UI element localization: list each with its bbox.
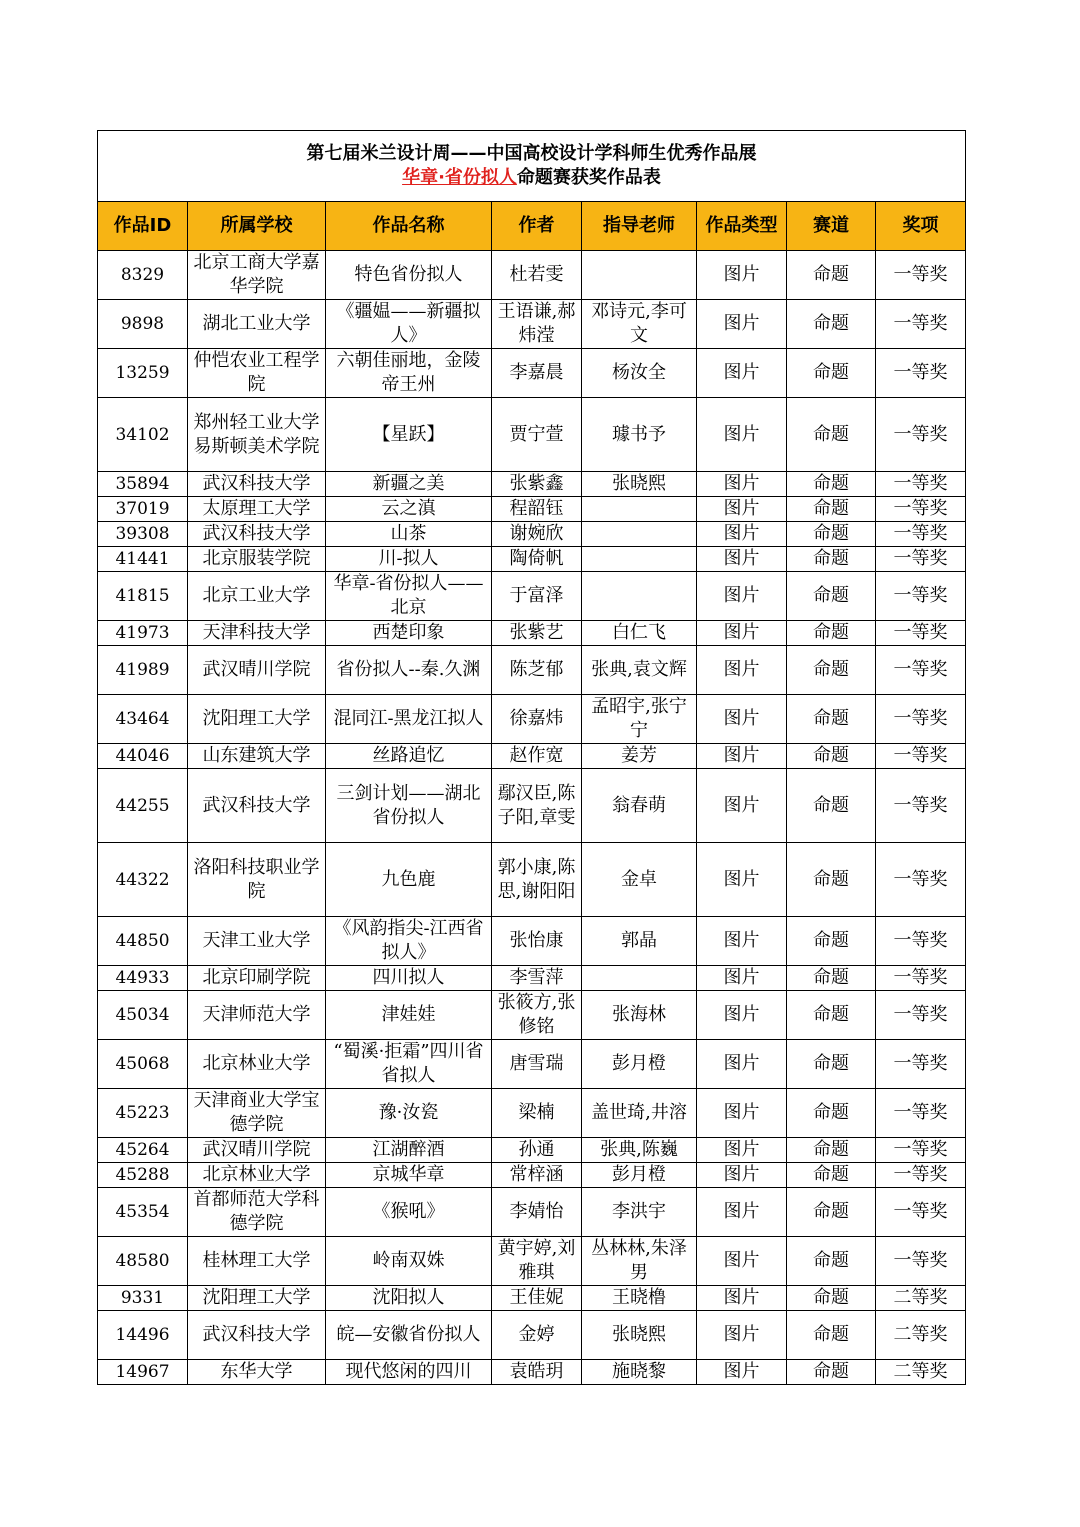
cell-school: 武汉科技大学 [188, 522, 326, 547]
header-advisor: 指导老师 [582, 202, 697, 251]
cell-work-name: 沈阳拟人 [326, 1286, 492, 1311]
table-row [98, 646, 966, 695]
cell-track: 命题 [787, 572, 876, 621]
cell-author: 王语谦,郝炜滢 [492, 300, 582, 349]
cell-advisor: 张晓熙 [582, 472, 697, 497]
table-row [98, 1188, 966, 1237]
cell-award: 一等奖 [876, 1188, 966, 1237]
cell-author: 赵作宽 [492, 744, 582, 769]
cell-award: 一等奖 [876, 621, 966, 646]
cell-author: 王佳妮 [492, 1286, 582, 1311]
cell-work-name: 云之滇 [326, 497, 492, 522]
cell-advisor [582, 966, 697, 991]
cell-award: 一等奖 [876, 966, 966, 991]
cell-school: 天津科技大学 [188, 621, 326, 646]
cell-author: 陈芝郁 [492, 646, 582, 695]
table-row [98, 1040, 966, 1089]
cell-advisor: 张典,袁文辉 [582, 646, 697, 695]
cell-work-type: 图片 [697, 1138, 787, 1163]
cell-work-type: 图片 [697, 572, 787, 621]
cell-school: 北京林业大学 [188, 1040, 326, 1089]
cell-id: 41441 [98, 547, 188, 572]
cell-advisor: 张典,陈巍 [582, 1138, 697, 1163]
cell-advisor: 施晓黎 [582, 1360, 697, 1385]
cell-id: 45223 [98, 1089, 188, 1138]
cell-work-type: 图片 [697, 349, 787, 398]
cell-school: 天津商业大学宝德学院 [188, 1089, 326, 1138]
cell-advisor: 翁春萌 [582, 769, 697, 843]
cell-id: 45288 [98, 1163, 188, 1188]
cell-work-type: 图片 [697, 251, 787, 300]
cell-work-type: 图片 [697, 695, 787, 744]
cell-track: 命题 [787, 991, 876, 1040]
cell-track: 命题 [787, 1138, 876, 1163]
cell-work-name: 京城华章 [326, 1163, 492, 1188]
cell-award: 一等奖 [876, 843, 966, 917]
cell-work-name: 【星跃】 [326, 398, 492, 472]
table-row [98, 769, 966, 843]
cell-author: 谢婉欣 [492, 522, 582, 547]
table-row [98, 1360, 966, 1385]
cell-advisor: 丛林林,朱泽男 [582, 1237, 697, 1286]
cell-work-name: 现代悠闲的四川 [326, 1360, 492, 1385]
cell-work-name: 三剑计划——湖北省份拟人 [326, 769, 492, 843]
cell-advisor [582, 522, 697, 547]
cell-school: 北京服装学院 [188, 547, 326, 572]
cell-work-name: 特色省份拟人 [326, 251, 492, 300]
cell-track: 命题 [787, 1040, 876, 1089]
cell-author: 贾宁萱 [492, 398, 582, 472]
cell-id: 44933 [98, 966, 188, 991]
cell-author: 孙通 [492, 1138, 582, 1163]
cell-award: 一等奖 [876, 497, 966, 522]
cell-school: 北京印刷学院 [188, 966, 326, 991]
cell-school: 湖北工业大学 [188, 300, 326, 349]
table-row [98, 349, 966, 398]
cell-award: 一等奖 [876, 398, 966, 472]
table-row [98, 472, 966, 497]
cell-advisor: 张海林 [582, 991, 697, 1040]
cell-work-name: 省份拟人--秦.久渊 [326, 646, 492, 695]
cell-award: 一等奖 [876, 991, 966, 1040]
cell-work-name: 新疆之美 [326, 472, 492, 497]
table-row [98, 1286, 966, 1311]
cell-work-name: 四川拟人 [326, 966, 492, 991]
cell-work-name: 岭南双姝 [326, 1237, 492, 1286]
cell-work-type: 图片 [697, 769, 787, 843]
cell-award: 一等奖 [876, 769, 966, 843]
cell-work-type: 图片 [697, 646, 787, 695]
cell-work-type: 图片 [697, 1311, 787, 1360]
table-row [98, 1311, 966, 1360]
cell-author: 唐雪瑞 [492, 1040, 582, 1089]
cell-work-name: 山茶 [326, 522, 492, 547]
cell-award: 二等奖 [876, 1311, 966, 1360]
cell-advisor [582, 547, 697, 572]
cell-track: 命题 [787, 966, 876, 991]
cell-id: 9898 [98, 300, 188, 349]
cell-award: 二等奖 [876, 1360, 966, 1385]
cell-school: 北京工业大学 [188, 572, 326, 621]
table-title [98, 131, 966, 202]
cell-track: 命题 [787, 497, 876, 522]
cell-award: 一等奖 [876, 547, 966, 572]
cell-id: 45264 [98, 1138, 188, 1163]
table-row [98, 300, 966, 349]
cell-advisor: 张晓熙 [582, 1311, 697, 1360]
cell-advisor: 邓诗元,李可文 [582, 300, 697, 349]
cell-work-name: 川-拟人 [326, 547, 492, 572]
cell-id: 41989 [98, 646, 188, 695]
cell-advisor [582, 497, 697, 522]
cell-work-type: 图片 [697, 1237, 787, 1286]
cell-award: 一等奖 [876, 744, 966, 769]
cell-award: 一等奖 [876, 1163, 966, 1188]
cell-advisor: 姜芳 [582, 744, 697, 769]
cell-author: 张怡康 [492, 917, 582, 966]
cell-school: 武汉晴川学院 [188, 1138, 326, 1163]
cell-award: 一等奖 [876, 695, 966, 744]
header-school: 所属学校 [188, 202, 326, 251]
cell-school: 东华大学 [188, 1360, 326, 1385]
cell-author: 张紫鑫 [492, 472, 582, 497]
cell-award: 一等奖 [876, 300, 966, 349]
cell-track: 命题 [787, 522, 876, 547]
table-row [98, 917, 966, 966]
cell-work-name: 《疆媪——新疆拟人》 [326, 300, 492, 349]
cell-track: 命题 [787, 843, 876, 917]
table-row [98, 251, 966, 300]
cell-id: 44255 [98, 769, 188, 843]
cell-work-type: 图片 [697, 547, 787, 572]
cell-id: 14967 [98, 1360, 188, 1385]
cell-work-type: 图片 [697, 1360, 787, 1385]
cell-work-name: 六朝佳丽地，金陵帝王州 [326, 349, 492, 398]
cell-author: 于富泽 [492, 572, 582, 621]
header-author: 作者 [492, 202, 582, 251]
cell-work-name: 九色鹿 [326, 843, 492, 917]
cell-school: 武汉科技大学 [188, 1311, 326, 1360]
table-row [98, 572, 966, 621]
cell-author: 袁皓玥 [492, 1360, 582, 1385]
header-track: 赛道 [787, 202, 876, 251]
cell-award: 一等奖 [876, 1089, 966, 1138]
cell-work-name: 豫·汝瓷 [326, 1089, 492, 1138]
cell-work-name: 丝路追忆 [326, 744, 492, 769]
table-row [98, 398, 966, 472]
cell-work-name: 江湖醉酒 [326, 1138, 492, 1163]
cell-school: 洛阳科技职业学院 [188, 843, 326, 917]
cell-award: 一等奖 [876, 646, 966, 695]
table-row [98, 1163, 966, 1188]
cell-track: 命题 [787, 744, 876, 769]
cell-advisor: 彭月橙 [582, 1040, 697, 1089]
cell-id: 41815 [98, 572, 188, 621]
cell-author: 李雪萍 [492, 966, 582, 991]
cell-award: 一等奖 [876, 917, 966, 966]
cell-track: 命题 [787, 621, 876, 646]
cell-work-name: 华章-省份拟人——北京 [326, 572, 492, 621]
cell-school: 北京林业大学 [188, 1163, 326, 1188]
cell-id: 13259 [98, 349, 188, 398]
title-suffix: 命题赛获奖作品表 [516, 167, 661, 188]
cell-work-name: “蜀溪·拒霜”四川省省拟人 [326, 1040, 492, 1089]
cell-school: 天津师范大学 [188, 991, 326, 1040]
cell-id: 45034 [98, 991, 188, 1040]
cell-school: 仲恺农业工程学院 [188, 349, 326, 398]
cell-school: 沈阳理工大学 [188, 1286, 326, 1311]
cell-school: 首都师范大学科德学院 [188, 1188, 326, 1237]
cell-work-type: 图片 [697, 991, 787, 1040]
cell-advisor: 王晓橹 [582, 1286, 697, 1311]
cell-author: 常梓涵 [492, 1163, 582, 1188]
cell-work-type: 图片 [697, 522, 787, 547]
cell-school: 太原理工大学 [188, 497, 326, 522]
cell-id: 44322 [98, 843, 188, 917]
cell-track: 命题 [787, 251, 876, 300]
cell-track: 命题 [787, 1286, 876, 1311]
header-work-type: 作品类型 [697, 202, 787, 251]
table-row [98, 744, 966, 769]
cell-advisor: 金卓 [582, 843, 697, 917]
cell-advisor: 杨汝全 [582, 349, 697, 398]
cell-school: 天津工业大学 [188, 917, 326, 966]
cell-work-type: 图片 [697, 300, 787, 349]
cell-id: 45354 [98, 1188, 188, 1237]
cell-track: 命题 [787, 1311, 876, 1360]
table-row [98, 843, 966, 917]
cell-id: 37019 [98, 497, 188, 522]
cell-advisor: 盖世琦,井溶 [582, 1089, 697, 1138]
cell-author: 杜若雯 [492, 251, 582, 300]
cell-id: 34102 [98, 398, 188, 472]
cell-author: 陶倚帆 [492, 547, 582, 572]
table-row [98, 1089, 966, 1138]
cell-author: 程韶钰 [492, 497, 582, 522]
cell-school: 桂林理工大学 [188, 1237, 326, 1286]
cell-work-type: 图片 [697, 1163, 787, 1188]
table-row [98, 497, 966, 522]
cell-author: 金婷 [492, 1311, 582, 1360]
cell-school: 郑州轻工业大学易斯顿美术学院 [188, 398, 326, 472]
cell-id: 8329 [98, 251, 188, 300]
cell-author: 徐嘉炜 [492, 695, 582, 744]
cell-author: 张紫艺 [492, 621, 582, 646]
cell-id: 43464 [98, 695, 188, 744]
table-row [98, 621, 966, 646]
cell-work-type: 图片 [697, 497, 787, 522]
cell-advisor: 彭月橙 [582, 1163, 697, 1188]
cell-work-type: 图片 [697, 472, 787, 497]
cell-id: 39308 [98, 522, 188, 547]
cell-author: 李婧怡 [492, 1188, 582, 1237]
table-row [98, 522, 966, 547]
cell-track: 命题 [787, 1163, 876, 1188]
table-row [98, 966, 966, 991]
cell-id: 44850 [98, 917, 188, 966]
cell-track: 命题 [787, 1089, 876, 1138]
cell-id: 35894 [98, 472, 188, 497]
cell-track: 命题 [787, 349, 876, 398]
cell-school: 武汉科技大学 [188, 472, 326, 497]
cell-track: 命题 [787, 300, 876, 349]
cell-author: 张筱方,张修铭 [492, 991, 582, 1040]
cell-work-type: 图片 [697, 1089, 787, 1138]
table-row [98, 1138, 966, 1163]
cell-work-type: 图片 [697, 1040, 787, 1089]
cell-advisor: 璩书予 [582, 398, 697, 472]
cell-id: 14496 [98, 1311, 188, 1360]
cell-work-type: 图片 [697, 621, 787, 646]
cell-award: 二等奖 [876, 1286, 966, 1311]
cell-work-name: 混同江-黑龙江拟人 [326, 695, 492, 744]
table-row [98, 991, 966, 1040]
cell-work-name: 西楚印象 [326, 621, 492, 646]
cell-id: 9331 [98, 1286, 188, 1311]
cell-track: 命题 [787, 1237, 876, 1286]
header-id: 作品ID [98, 202, 188, 251]
cell-work-type: 图片 [697, 1286, 787, 1311]
cell-work-name: 皖—安徽省份拟人 [326, 1311, 492, 1360]
cell-award: 一等奖 [876, 522, 966, 547]
cell-award: 一等奖 [876, 349, 966, 398]
cell-award: 一等奖 [876, 1138, 966, 1163]
table-row [98, 1237, 966, 1286]
cell-advisor: 郭晶 [582, 917, 697, 966]
cell-track: 命题 [787, 547, 876, 572]
cell-track: 命题 [787, 398, 876, 472]
title-line-1: 第七届米兰设计周——中国高校设计学科师生优秀作品展 [306, 143, 757, 164]
title-line-2 [98, 166, 965, 190]
cell-award: 一等奖 [876, 572, 966, 621]
cell-track: 命题 [787, 1188, 876, 1237]
cell-advisor [582, 251, 697, 300]
cell-award: 一等奖 [876, 251, 966, 300]
cell-work-type: 图片 [697, 744, 787, 769]
cell-author: 郭小康,陈思,谢阳阳 [492, 843, 582, 917]
cell-work-type: 图片 [697, 1188, 787, 1237]
cell-work-type: 图片 [697, 917, 787, 966]
cell-award: 一等奖 [876, 472, 966, 497]
table-row [98, 695, 966, 744]
table-body [98, 251, 966, 1385]
cell-award: 一等奖 [876, 1237, 966, 1286]
cell-id: 41973 [98, 621, 188, 646]
cell-advisor: 孟昭宇,张宁宁 [582, 695, 697, 744]
cell-advisor: 李洪宇 [582, 1188, 697, 1237]
header-work-name: 作品名称 [326, 202, 492, 251]
cell-author: 李嘉晨 [492, 349, 582, 398]
cell-track: 命题 [787, 646, 876, 695]
cell-school: 北京工商大学嘉华学院 [188, 251, 326, 300]
table-row [98, 547, 966, 572]
cell-work-name: 《猴吼》 [326, 1188, 492, 1237]
awards-table [97, 130, 966, 1385]
cell-school: 山东建筑大学 [188, 744, 326, 769]
cell-work-name: 《风韵指尖-江西省拟人》 [326, 917, 492, 966]
cell-track: 命题 [787, 695, 876, 744]
cell-school: 武汉科技大学 [188, 769, 326, 843]
title-highlight: 华章·省份拟人 [402, 167, 517, 188]
cell-author: 鄢汉臣,陈子阳,章雯 [492, 769, 582, 843]
cell-work-type: 图片 [697, 398, 787, 472]
cell-advisor: 白仁飞 [582, 621, 697, 646]
cell-work-name: 津娃娃 [326, 991, 492, 1040]
cell-school: 沈阳理工大学 [188, 695, 326, 744]
cell-author: 梁楠 [492, 1089, 582, 1138]
cell-track: 命题 [787, 472, 876, 497]
cell-work-type: 图片 [697, 843, 787, 917]
cell-school: 武汉晴川学院 [188, 646, 326, 695]
cell-track: 命题 [787, 1360, 876, 1385]
cell-id: 44046 [98, 744, 188, 769]
header-award: 奖项 [876, 202, 966, 251]
cell-advisor [582, 572, 697, 621]
cell-id: 45068 [98, 1040, 188, 1089]
cell-work-type: 图片 [697, 966, 787, 991]
cell-track: 命题 [787, 917, 876, 966]
cell-author: 黄宇婷,刘雅琪 [492, 1237, 582, 1286]
cell-id: 48580 [98, 1237, 188, 1286]
cell-award: 一等奖 [876, 1040, 966, 1089]
header-row [98, 202, 966, 251]
cell-track: 命题 [787, 769, 876, 843]
